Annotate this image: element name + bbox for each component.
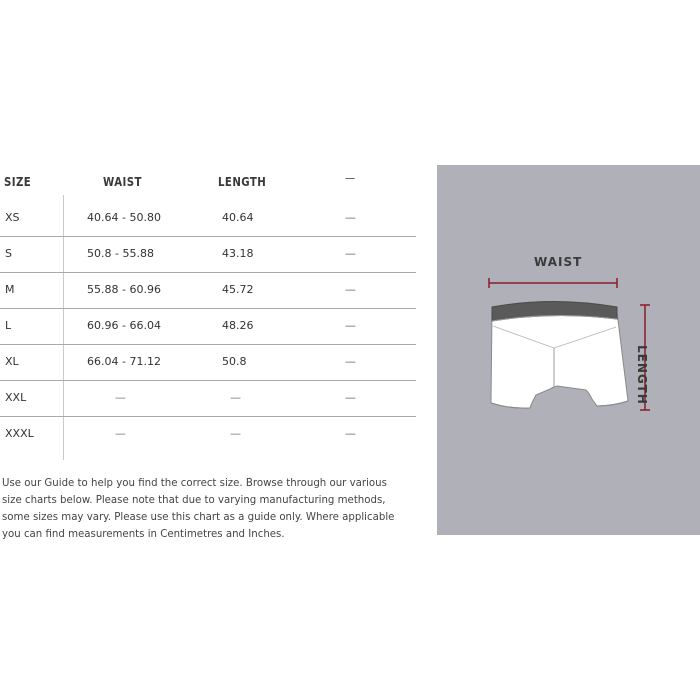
shorts-measurement-diagram bbox=[437, 165, 700, 535]
waist-cell: — bbox=[115, 427, 126, 440]
guide-text-line: some sizes may vary. Please use this chart as a guide only. Where applicable bbox=[2, 512, 395, 523]
extra-cell: — bbox=[345, 355, 356, 368]
table-row bbox=[0, 201, 420, 237]
table-row bbox=[0, 273, 420, 309]
table-row bbox=[0, 309, 420, 345]
waist-label: WAIST bbox=[534, 255, 583, 269]
length-cell: 50.8 bbox=[222, 355, 247, 368]
waist-cell: 55.88 - 60.96 bbox=[87, 283, 161, 296]
length-cell: 48.26 bbox=[222, 319, 254, 332]
size-cell: XXL bbox=[5, 391, 27, 404]
shorts-illustration bbox=[437, 165, 700, 535]
size-cell: XS bbox=[5, 211, 20, 224]
waist-cell: 66.04 - 71.12 bbox=[87, 355, 161, 368]
guide-text-line: size charts below. Please note that due to varying manufacturing methods, bbox=[2, 495, 386, 506]
size-cell: S bbox=[5, 247, 12, 260]
header-size: SIZE bbox=[4, 175, 32, 189]
shorts-icon bbox=[491, 302, 628, 409]
header-length: LENGTH bbox=[218, 175, 267, 189]
length-label: LENGTH bbox=[635, 345, 649, 405]
length-cell: — bbox=[230, 391, 241, 404]
extra-cell: — bbox=[345, 319, 356, 332]
waist-cell: — bbox=[115, 391, 126, 404]
extra-cell: — bbox=[345, 427, 356, 440]
extra-cell: — bbox=[345, 247, 356, 260]
guide-text-line: you can find measurements in Centimetres and Inches. bbox=[2, 529, 285, 540]
size-cell: XXXL bbox=[5, 427, 34, 440]
length-cell: 45.72 bbox=[222, 283, 254, 296]
size-cell: M bbox=[5, 283, 15, 296]
size-cell: L bbox=[5, 319, 12, 332]
extra-cell: — bbox=[345, 211, 356, 224]
length-cell: — bbox=[230, 427, 241, 440]
table-row bbox=[0, 237, 420, 273]
table-row bbox=[0, 345, 420, 381]
guide-text-line: Use our Guide to help you find the correct size. Browse through our various bbox=[2, 478, 387, 489]
size-chart-table bbox=[0, 165, 420, 460]
table-row bbox=[0, 417, 420, 453]
header-waist: WAIST bbox=[103, 175, 142, 189]
waist-cell: 50.8 - 55.88 bbox=[87, 247, 154, 260]
length-cell: 40.64 bbox=[222, 211, 254, 224]
waist-cell: 60.96 - 66.04 bbox=[87, 319, 161, 332]
size-cell: XL bbox=[5, 355, 19, 368]
length-cell: 43.18 bbox=[222, 247, 254, 260]
extra-cell: — bbox=[345, 283, 356, 296]
waist-cell: 40.64 - 50.80 bbox=[87, 211, 161, 224]
size-guide-note bbox=[2, 475, 412, 543]
header-extra: — bbox=[345, 171, 356, 185]
table-row bbox=[0, 381, 420, 417]
extra-cell: — bbox=[345, 391, 356, 404]
waist-measure-line bbox=[489, 278, 617, 288]
